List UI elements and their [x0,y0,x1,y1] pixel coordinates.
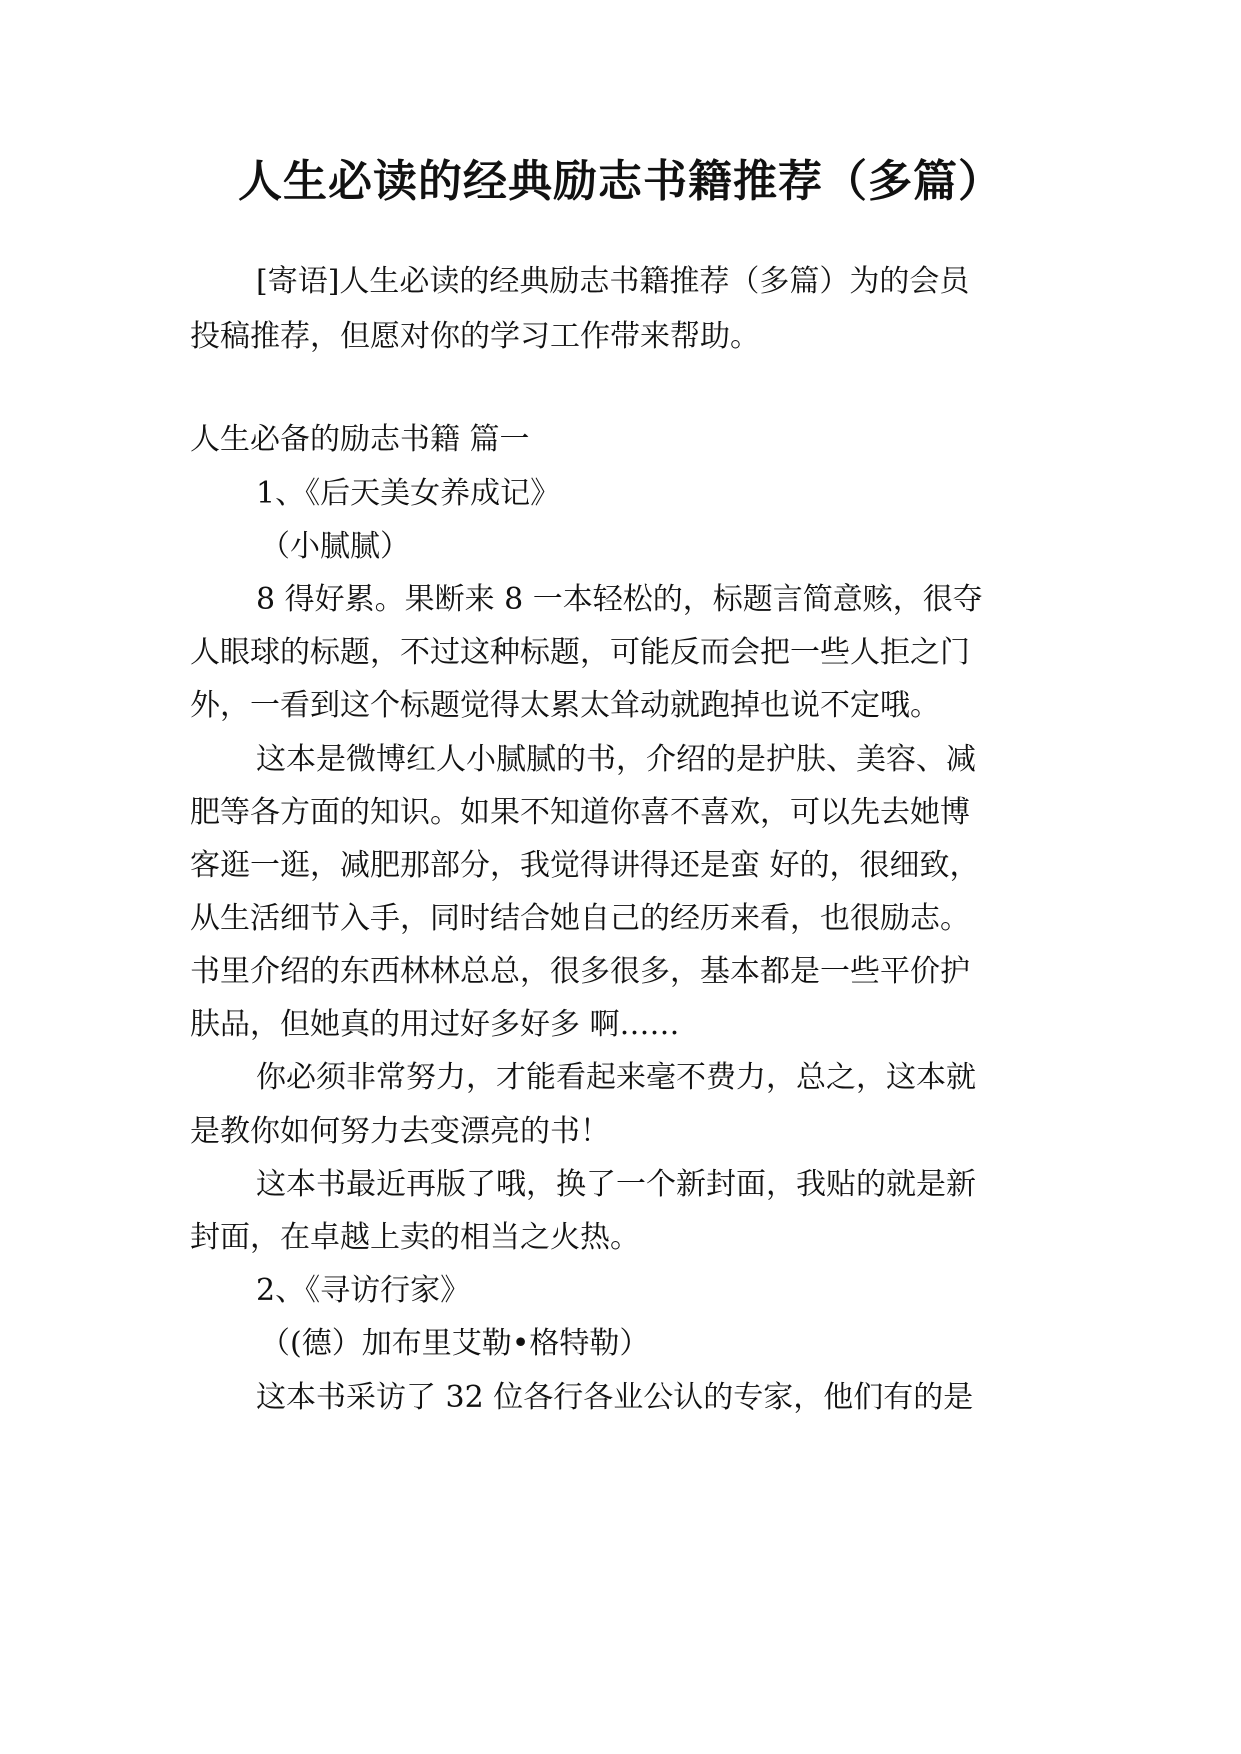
intro-line-1: [寄语]人生必读的经典励志书籍推荐（多篇）为的会员 [256,264,970,299]
paragraph-line: 封面，在卓越上卖的相当之火热。 [190,1220,640,1255]
book-author-2: （(德）加布里艾勒•格特勒） [260,1326,650,1361]
paragraph-line: 外，一看到这个标题觉得太累太耸动就跑掉也说不定哦。 [190,688,940,723]
paragraph-line: 从生活细节入手，同时结合她自己的经历来看，也很励志。 [190,901,970,936]
book-author-1: （小腻腻） [260,529,410,564]
paragraph-line: 客逛一逛，减肥那部分，我觉得讲得还是蛮 好的，很细致， [190,848,980,883]
document-title: 人生必读的经典励志书籍推荐（多篇） [238,156,1003,207]
paragraph-line: 8 得好累。果断来 8 一本轻松的，标题言简意赅，很夺 [256,582,983,617]
paragraph-line: 肥等各方面的知识。如果不知道你喜不喜欢，可以先去她博 [190,795,970,830]
paragraph-line: 这本书采访了 32 位各行各业公认的专家，他们有的是 [256,1380,974,1415]
paragraph-line: 人眼球的标题，不过这种标题，可能反而会把一些人拒之门 [190,635,970,670]
paragraph-line: 这本书最近再版了哦，换了一个新封面，我贴的就是新 [256,1167,976,1202]
book-title-2: 2、《寻访行家》 [256,1273,471,1308]
paragraph-line: 你必须非常努力，才能看起来毫不费力，总之，这本就 [256,1060,976,1095]
paragraph-line: 这本是微博红人小腻腻的书，介绍的是护肤、美容、减 [256,742,976,777]
paragraph-line: 书里介绍的东西林林总总，很多很多，基本都是一些平价护 [190,954,970,989]
intro-line-2: 投稿推荐，但愿对你的学习工作带来帮助。 [190,319,760,354]
paragraph-line: 肤品，但她真的用过好多好多 啊…… [190,1007,680,1042]
book-title-1: 1、《后天美女养成记》 [256,476,561,511]
section-heading: 人生必备的励志书籍 篇一 [190,422,530,457]
paragraph-line: 是教你如何努力去变漂亮的书！ [190,1114,610,1149]
